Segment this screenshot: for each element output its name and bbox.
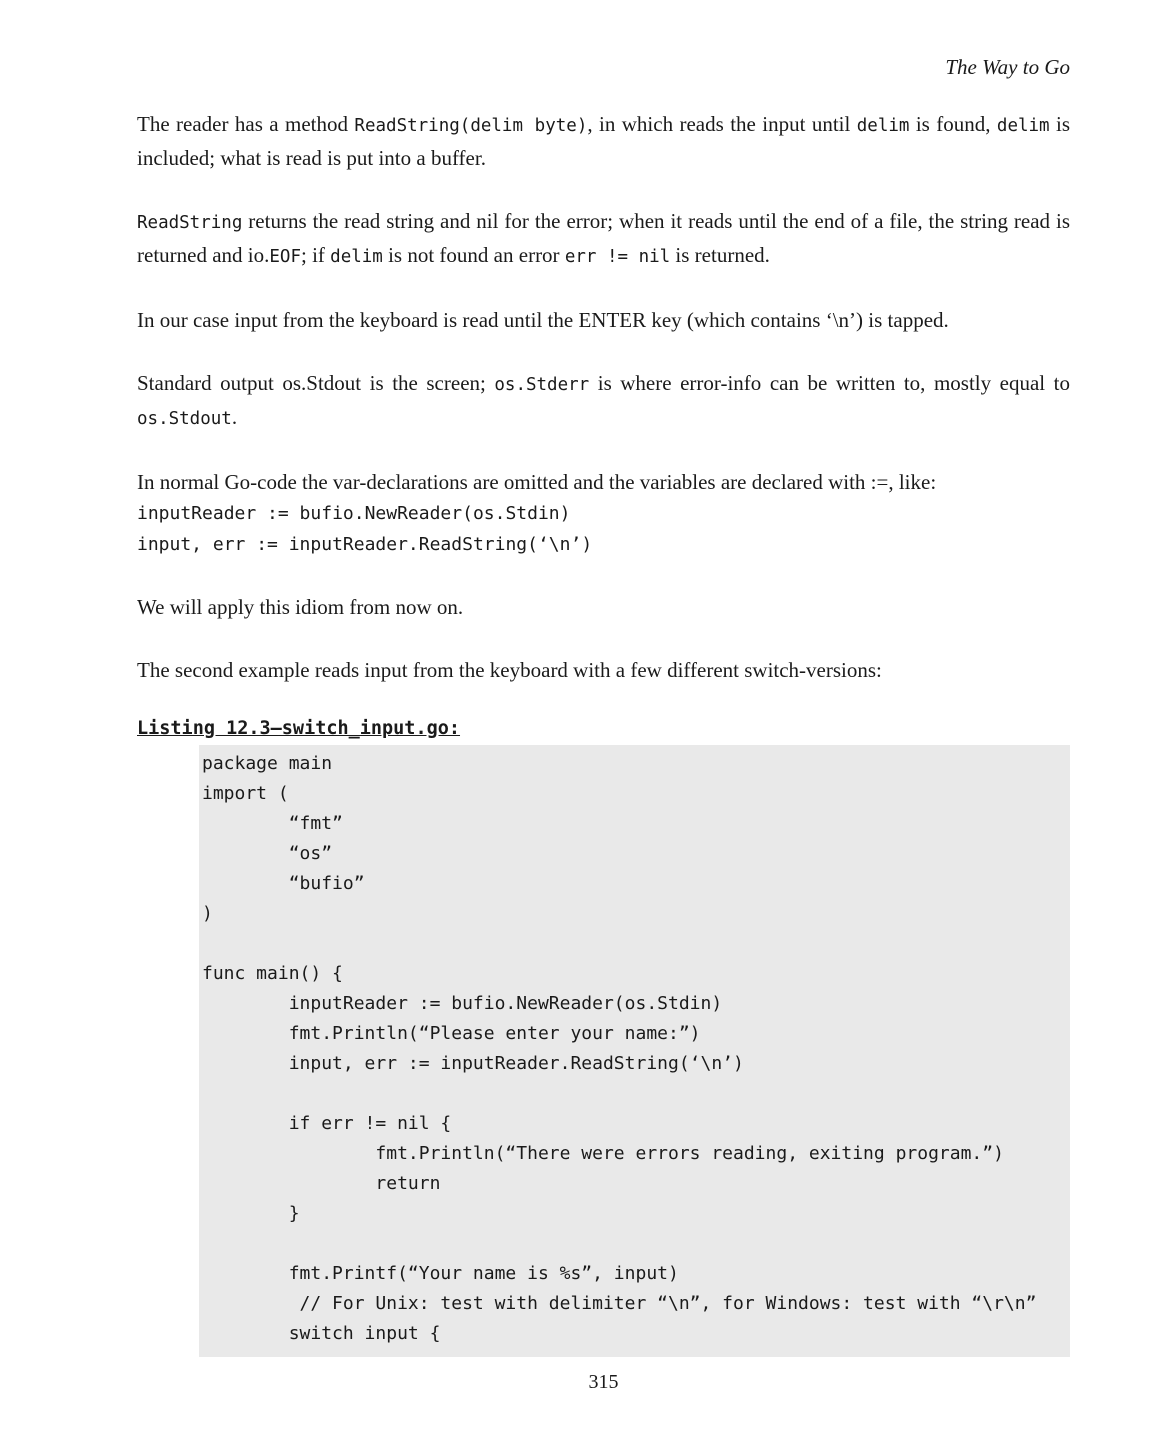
- code-line: func main() {: [202, 963, 343, 984]
- code-line: “os”: [202, 843, 333, 864]
- code-line: fmt.Printf(“Your name is %s”, input): [202, 1263, 679, 1284]
- text-run: In our case input from the keyboard is read until the ENTER key (which contains ‘\n’) is tapped.: [137, 308, 949, 332]
- text-run: is where error-info can be written to, mostly equal to: [589, 371, 1070, 395]
- text-run: ; if: [300, 243, 331, 267]
- paragraph-readstring-method: [137, 108, 1070, 174]
- inline-code: delim: [996, 116, 1050, 136]
- inline-code: os.Stdout: [137, 409, 232, 429]
- code-listing-block: [199, 745, 1070, 1357]
- paragraph-enter-key: [137, 304, 1070, 336]
- paragraph-idiom: [137, 591, 1070, 623]
- code-line: fmt.Println(“There were errors reading, exiting program.”): [202, 1143, 1004, 1164]
- code-line: [202, 1229, 1066, 1259]
- inline-code: delim: [330, 247, 383, 267]
- text-run: .: [231, 405, 238, 429]
- code-line: “fmt”: [202, 813, 343, 834]
- text-run: is found,: [909, 112, 997, 136]
- code-line: fmt.Println(“Please enter your name:”): [202, 1023, 701, 1044]
- code-line: package main: [202, 753, 333, 774]
- inline-code: delim: [856, 116, 910, 136]
- code-line: [202, 929, 1066, 959]
- text-run: is not found an error: [382, 243, 565, 267]
- code-line: “bufio”: [202, 873, 365, 894]
- inline-code: os.Stderr: [494, 375, 590, 395]
- inline-code: ReadString: [137, 213, 243, 233]
- code-line: input, err := inputReader.ReadString(‘\n’): [137, 534, 593, 555]
- paragraph-standard-output: [137, 367, 1070, 435]
- code-line: // For Unix: test with delimiter “\n”, for Windows: test with “\r\n”: [202, 1293, 1037, 1314]
- inline-code: err != nil: [564, 247, 671, 267]
- text-run: The second example reads input from the keyboard with a few different switch-versions:: [137, 658, 882, 682]
- code-snippet: [137, 498, 1070, 560]
- listing-title: Listing 12.3—switch_input.go:: [137, 718, 461, 739]
- text-run: returns the read string and nil for the error; when it reads until the end of a file, the string read is returned and io.: [137, 209, 1070, 267]
- paragraph-second-example: [137, 654, 1070, 686]
- code-line: [202, 1079, 1066, 1109]
- code-line: if err != nil {: [202, 1113, 452, 1134]
- text-run: , in which reads the input until: [587, 112, 857, 136]
- code-line: }: [202, 1203, 300, 1224]
- paragraph-readstring-returns: [137, 205, 1070, 273]
- inline-code: EOF: [269, 247, 301, 267]
- text-run: We will apply this idiom from now on.: [137, 595, 464, 619]
- text-run: The reader has a method: [137, 112, 355, 136]
- text-run: is included; what is read is put into a buffer.: [137, 112, 1071, 170]
- code-line: return: [202, 1173, 441, 1194]
- text-run: Standard output os.Stdout is the screen;: [137, 371, 495, 395]
- page-number: 315: [588, 1371, 619, 1393]
- code-line: import (: [202, 783, 289, 804]
- running-header: [137, 55, 1070, 80]
- code-line: ): [202, 903, 213, 924]
- code-line: inputReader := bufio.NewReader(os.Stdin): [137, 503, 571, 524]
- text-run: In normal Go-code the var-declarations are omitted and the variables are declared with :=, like:: [137, 470, 937, 494]
- code-line: switch input {: [202, 1323, 441, 1344]
- paragraph-var-declarations: [137, 466, 1070, 498]
- code-line: input, err := inputReader.ReadString(‘\n’): [202, 1053, 744, 1074]
- book-title: The Way to Go: [945, 55, 1070, 79]
- code-line: inputReader := bufio.NewReader(os.Stdin): [202, 993, 723, 1014]
- text-run: is returned.: [670, 243, 770, 267]
- inline-code: ReadString(delim byte): [354, 116, 588, 136]
